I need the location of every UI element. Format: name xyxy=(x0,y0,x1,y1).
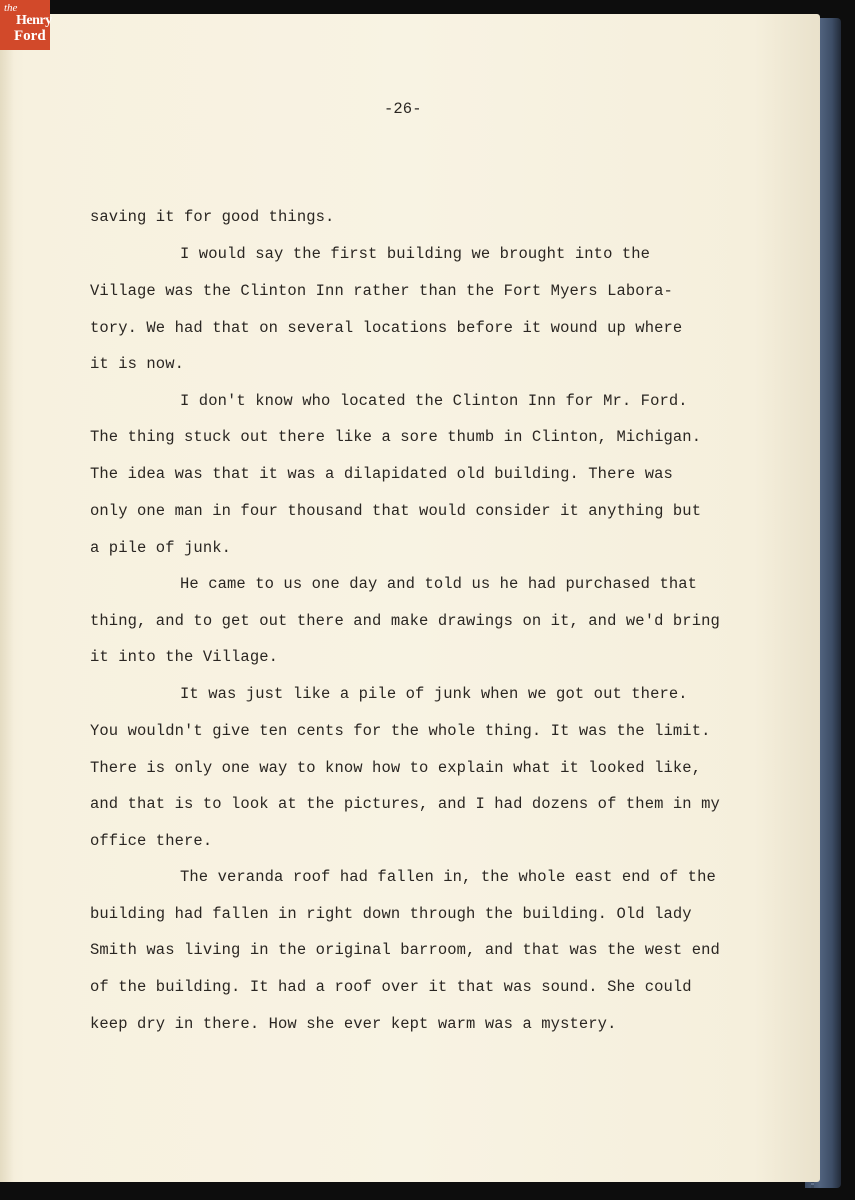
text-line: Smith was living in the original barroom, and that was the west end xyxy=(90,941,720,959)
text-line: and that is to look at the pictures, and I had dozens of them in my xyxy=(90,795,720,813)
logo-text-the: the xyxy=(4,2,18,14)
text-line: a pile of junk. xyxy=(90,539,232,557)
text-line: I would say the first building we brought into the xyxy=(180,245,651,263)
henry-ford-logo xyxy=(0,0,50,50)
page-gutter-shadow xyxy=(0,14,14,1182)
text-line: it into the Village. xyxy=(90,648,279,666)
text-line: You wouldn't give ten cents for the whole thing. It was the limit. xyxy=(90,722,711,740)
text-line: building had fallen in right down through the building. Old lady xyxy=(90,905,692,923)
document-page xyxy=(0,14,820,1182)
text-line: tory. We had that on several locations before it wound up where xyxy=(90,319,683,337)
text-line: The veranda roof had fallen in, the whole east end of the xyxy=(180,868,716,886)
text-line: Village was the Clinton Inn rather than the Fort Myers Labora- xyxy=(90,282,673,300)
text-line: It was just like a pile of junk when we got out there. xyxy=(180,685,688,703)
logo-text-henry: Henry xyxy=(16,13,52,28)
text-line: The thing stuck out there like a sore thumb in Clinton, Michigan. xyxy=(90,428,702,446)
text-line: The idea was that it was a dilapidated old building. There was xyxy=(90,465,673,483)
text-line: thing, and to get out there and make drawings on it, and we'd bring xyxy=(90,612,720,630)
text-line: only one man in four thousand that would consider it anything but xyxy=(90,502,702,520)
text-line: I don't know who located the Clinton Inn for Mr. Ford. xyxy=(180,392,688,410)
text-line: keep dry in there. How she ever kept warm was a mystery. xyxy=(90,1015,617,1033)
logo-text-ford: Ford xyxy=(14,28,46,44)
text-line: There is only one way to know how to explain what it looked like, xyxy=(90,759,702,777)
text-line: saving it for good things. xyxy=(90,208,335,226)
text-line: office there. xyxy=(90,832,213,850)
page-number: -26- xyxy=(384,100,422,118)
text-line: He came to us one day and told us he had purchased that xyxy=(180,575,698,593)
text-line: it is now. xyxy=(90,355,185,373)
text-line: of the building. It had a roof over it that was sound. She could xyxy=(90,978,692,996)
